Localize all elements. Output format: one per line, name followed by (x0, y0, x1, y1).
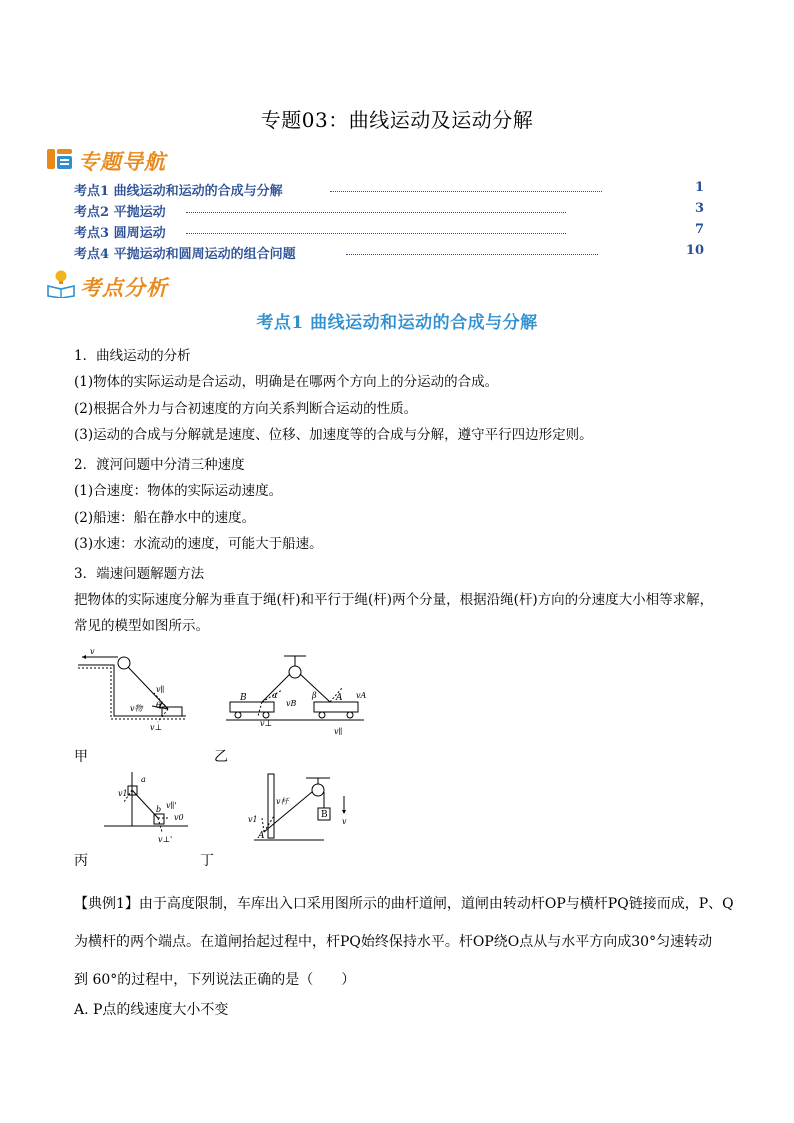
toc-item-page: 3 (694, 201, 704, 216)
label-v-par-yi: v∥ (334, 727, 343, 736)
example-line-2: 为横杆的两个端点。在道闸抬起过程中，杆PQ始终保持水平。杆OP绕O点从与水平方向成30°匀速转动 (74, 934, 713, 950)
label-B: B (240, 693, 247, 703)
toc-item-2[interactable] (74, 201, 704, 221)
label-v-gan: v杆 (276, 797, 289, 806)
label-alpha: α (272, 691, 278, 700)
toc-leader (186, 212, 566, 213)
text-line: 常见的模型如图所示。 (74, 618, 209, 634)
figure-bing (102, 770, 192, 848)
analysis-banner: 考点分析 (80, 276, 168, 300)
toc-leader (330, 191, 602, 192)
text-line: (2)船速：船在静水中的速度。 (74, 510, 256, 526)
label-A: A (336, 693, 343, 703)
label-theta: θ (156, 701, 161, 710)
toc-item-4[interactable] (74, 243, 704, 263)
label-v-ding: v (342, 817, 347, 826)
toc-leader (186, 233, 566, 234)
example-line-1: 【典例1】由于高度限制，车库出入口采用图所示的曲杆道闸，道闸由转动杆OP与横杆PQ链接而成，P、Q (74, 896, 734, 912)
label-v-par-prime: v∥' (166, 801, 177, 810)
toc-item-page: 1 (694, 180, 704, 195)
text-line: 把物体的实际速度分解为垂直于绳(杆)和平行于绳(杆)两个分量，根据沿绳(杆)方向的分速度大小相等求解， (74, 592, 714, 608)
caption-jia: 甲 (74, 749, 88, 765)
text-line: (1)合速度：物体的实际运动速度。 (74, 483, 283, 499)
toc-leader (346, 254, 598, 255)
label-A-ding: A (258, 831, 265, 841)
label-v0: v0 (174, 813, 184, 822)
label-v-wu: v物 (130, 704, 143, 713)
toc-item-3[interactable] (74, 222, 704, 242)
nav-banner-icon (46, 146, 74, 172)
toc-item-page: 10 (685, 243, 704, 258)
label-v-perp-prime: v⊥' (158, 835, 173, 844)
label-v1-ding: v1 (248, 815, 258, 824)
label-B-ding: B (321, 810, 328, 820)
toc-item-label: 考点2 平抛运动 (74, 205, 166, 220)
example-option-a[interactable]: A. P点的线速度大小不变 (74, 1002, 229, 1018)
toc-item-page: 7 (694, 222, 704, 237)
label-vB: vB (286, 699, 297, 708)
text-line: 1．曲线运动的分析 (74, 348, 191, 364)
label-b: b (156, 805, 162, 814)
caption-bing: 丙 (74, 853, 88, 869)
label-v-par: v∥ (156, 685, 165, 694)
figure-yi (222, 654, 368, 744)
page-title: 专题03：曲线运动及运动分解 (260, 108, 534, 132)
nav-banner: 专题导航 (78, 150, 166, 174)
caption-ding: 丁 (200, 853, 214, 869)
label-v1: v1 (118, 789, 128, 798)
toc-item-label: 考点1 曲线运动和运动的合成与分解 (74, 184, 283, 199)
caption-yi: 乙 (214, 749, 228, 765)
toc-item-label: 考点4 平抛运动和圆周运动的组合问题 (74, 247, 296, 262)
section-heading: 考点1 曲线运动和运动的合成与分解 (256, 313, 538, 333)
label-a: a (141, 775, 146, 784)
toc-item-label: 考点3 圆周运动 (74, 226, 166, 241)
text-line: 2．渡河问题中分清三种速度 (74, 457, 245, 473)
toc-item-1[interactable] (74, 180, 704, 200)
example-line-3: 到 60°的过程中，下列说法正确的是（ ） (74, 972, 356, 988)
label-v-perp-yi: v⊥ (260, 719, 273, 728)
book-bulb-icon (46, 268, 76, 298)
text-line: (2)根据合外力与合初速度的方向关系判断合运动的性质。 (74, 401, 418, 417)
text-line: (3)水速：水流动的速度，可能大于船速。 (74, 536, 323, 552)
text-line: (3)运动的合成与分解就是速度、位移、加速度等的合成与分解，遵守平行四边形定则。 (74, 427, 593, 443)
label-beta: β (312, 691, 317, 700)
label-v: v (90, 647, 95, 656)
text-line: (1)物体的实际运动是合运动，明确是在哪两个方向上的分运动的合成。 (74, 374, 499, 390)
figure-jia (74, 644, 194, 734)
label-v-perp: v⊥ (150, 723, 163, 732)
label-vA: vA (356, 691, 367, 700)
text-line: 3．端速问题解题方法 (74, 566, 205, 582)
figure-ding (244, 770, 354, 848)
